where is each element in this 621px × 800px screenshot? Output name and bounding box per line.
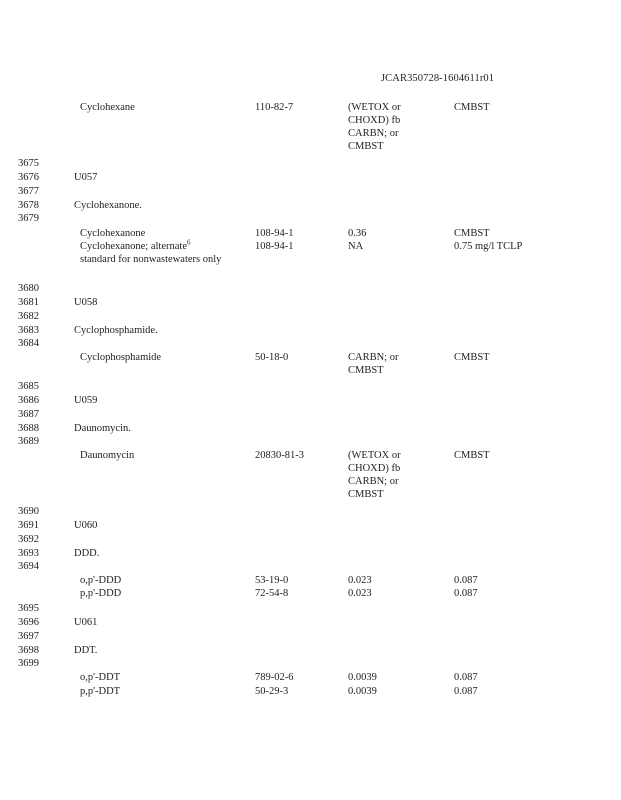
cas-number: 50-29-3	[255, 686, 289, 697]
line-number: 3693	[18, 548, 39, 559]
wastewater-standard: (WETOX or CHOXD) fb CARBN; or CMBST	[348, 102, 401, 152]
line-number: 3694	[18, 561, 39, 572]
line-number: 3686	[18, 395, 39, 406]
line-number: 3692	[18, 534, 39, 545]
line-number: 3690	[18, 506, 39, 517]
waste-code: U058	[74, 297, 98, 308]
constituent-name	[80, 240, 230, 266]
line-number: 3683	[18, 325, 39, 336]
waste-title: Daunomycin.	[74, 423, 131, 434]
nonwastewater-standard: 0.087	[454, 672, 478, 683]
nonwastewater-standard: CMBST	[454, 450, 490, 461]
nonwastewater-standard: CMBST	[454, 102, 490, 113]
line-number: 3698	[18, 645, 39, 656]
waste-code: U061	[74, 617, 98, 628]
constituent-name: o,p'-DDD	[80, 575, 122, 586]
line-number: 3678	[18, 200, 39, 211]
document-id: JCAR350728-1604611r01	[381, 73, 495, 84]
line-number: 3685	[18, 381, 39, 392]
line-number: 3695	[18, 603, 39, 614]
wastewater-standard: 0.023	[348, 588, 372, 599]
constituent-name: p,p'-DDT	[80, 686, 121, 697]
waste-title: Cyclohexanone.	[74, 200, 142, 211]
line-number: 3684	[18, 338, 39, 349]
constituent-name: Cyclophosphamide	[80, 352, 162, 363]
constituent-name: Cyclohexanone	[80, 228, 146, 239]
constituent-name-text: Cyclohexanone; alternate	[80, 241, 187, 252]
footnote-marker: 6	[187, 238, 191, 247]
constituent-name-continued: standard for nonwastewaters only	[80, 254, 222, 265]
line-number: 3691	[18, 520, 39, 531]
wastewater-standard: (WETOX or CHOXD) fb CARBN; or CMBST	[348, 450, 401, 500]
line-number: 3682	[18, 311, 39, 322]
line-number: 3676	[18, 172, 39, 183]
cas-number: 108-94-1	[255, 241, 294, 252]
line-number: 3687	[18, 409, 39, 420]
wastewater-standard: 0.023	[348, 575, 372, 586]
constituent-name: p,p'-DDD	[80, 588, 122, 599]
line-number: 3688	[18, 423, 39, 434]
nonwastewater-standard: 0.087	[454, 588, 478, 599]
line-number: 3675	[18, 158, 39, 169]
nonwastewater-standard: 0.087	[454, 686, 478, 697]
nonwastewater-standard: 0.75 mg/l TCLP	[454, 241, 523, 252]
waste-title: DDD.	[74, 548, 100, 559]
nonwastewater-standard: CMBST	[454, 352, 490, 363]
constituent-name: o,p'-DDT	[80, 672, 121, 683]
wastewater-standard: 0.0039	[348, 686, 377, 697]
line-number: 3696	[18, 617, 39, 628]
line-number: 3679	[18, 213, 39, 224]
line-number: 3680	[18, 283, 39, 294]
cas-number: 50-18-0	[255, 352, 289, 363]
line-number: 3681	[18, 297, 39, 308]
cas-number: 110-82-7	[255, 102, 294, 113]
wastewater-standard: NA	[348, 241, 364, 252]
line-number: 3699	[18, 658, 39, 669]
cas-number: 108-94-1	[255, 228, 294, 239]
line-number: 3697	[18, 631, 39, 642]
waste-code: U057	[74, 172, 98, 183]
constituent-name: Daunomycin	[80, 450, 135, 461]
wastewater-standard: 0.36	[348, 228, 367, 239]
waste-title: Cyclophosphamide.	[74, 325, 158, 336]
waste-title: DDT.	[74, 645, 98, 656]
nonwastewater-standard: 0.087	[454, 575, 478, 586]
cas-number: 789-02-6	[255, 672, 294, 683]
line-number: 3677	[18, 186, 39, 197]
waste-code: U059	[74, 395, 98, 406]
cas-number: 53-19-0	[255, 575, 289, 586]
cas-number: 72-54-8	[255, 588, 289, 599]
cas-number: 20830-81-3	[255, 450, 304, 461]
wastewater-standard: 0.0039	[348, 672, 377, 683]
constituent-name: Cyclohexane	[80, 102, 135, 113]
waste-code: U060	[74, 520, 98, 531]
wastewater-standard: CARBN; or CMBST	[348, 352, 399, 376]
nonwastewater-standard: CMBST	[454, 228, 490, 239]
line-number: 3689	[18, 436, 39, 447]
